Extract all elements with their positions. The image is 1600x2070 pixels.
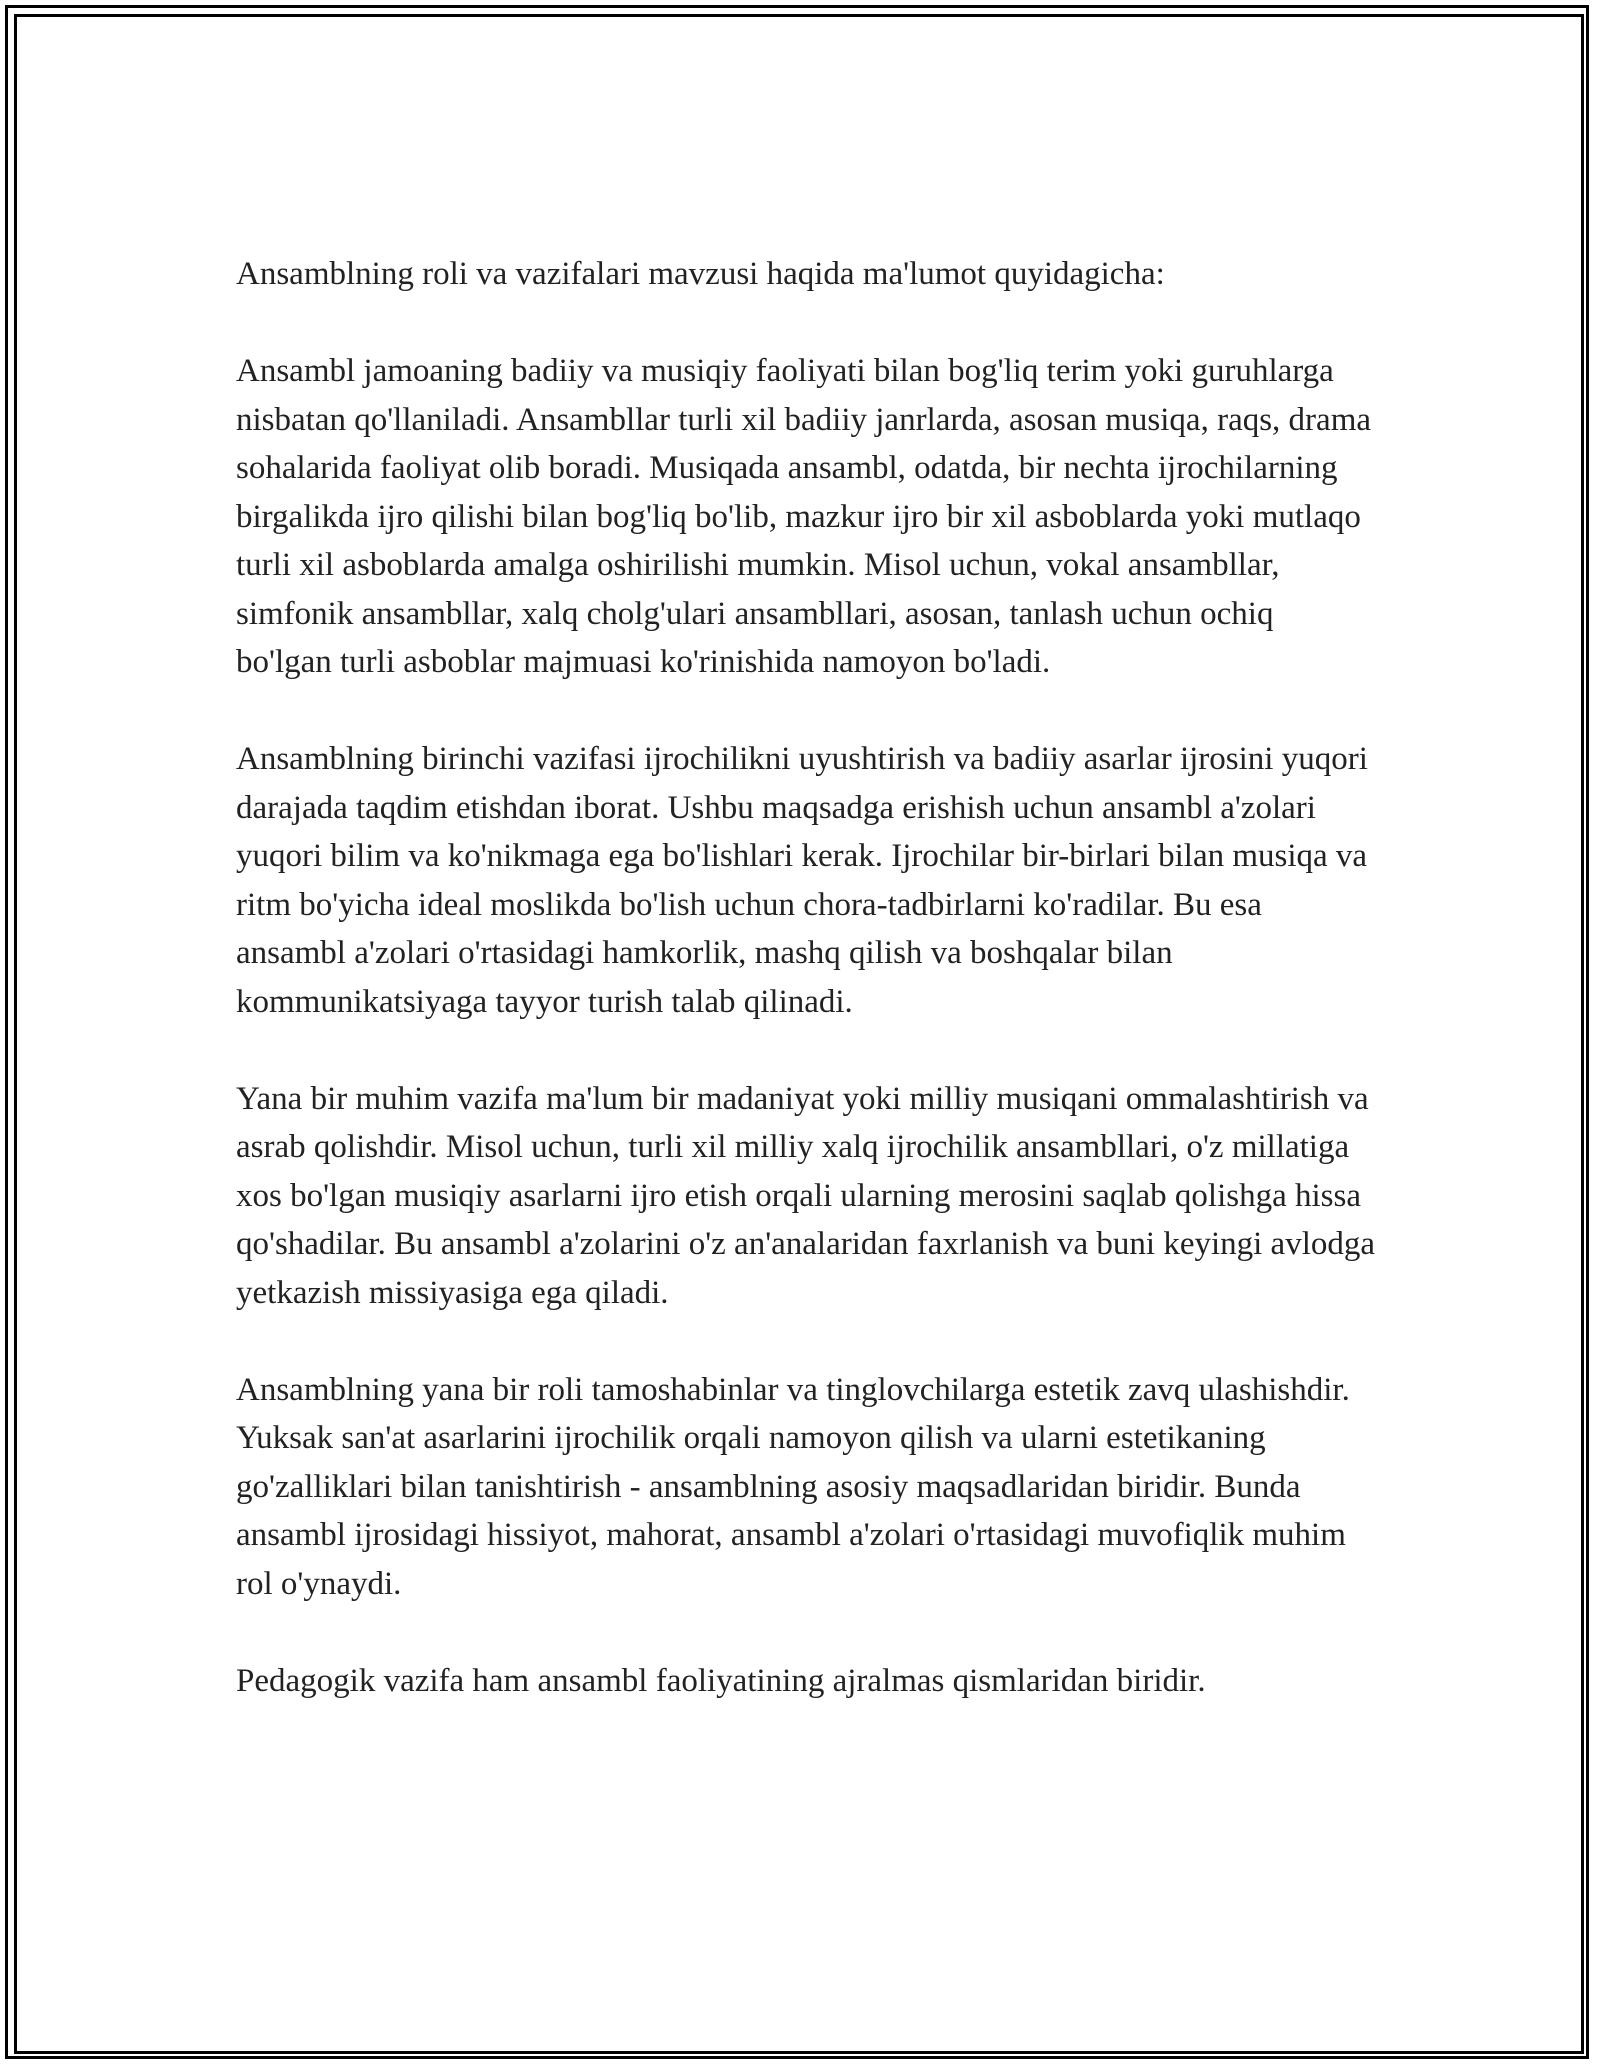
paragraph-pedagogical-task: Pedagogik vazifa ham ansambl faoliyatining ajralmas qismlaridan biridir. [236, 1662, 1206, 1699]
paragraph-first-task: Ansamblning birinchi vazifasi ijrochilikni uyushtirish va badiiy asarlar ijrosini yuqori darajada taqdim etishdan iborat. Ushbu maqsadga erishish uchun ansambl a'zolari yuqori bilim va ko'nikmaga ega bo'lishlari kerak. Ijrochilar bir-birlari bilan musiqa va ritm bo'yicha ideal moslikda bo'lish uchun chora-tadbirlarni ko'radilar. Bu esa ansambl a'zolari o'rtasidagi hamkorlik, mashq qilish va boshqalar bilan kommunikatsiyaga tayyor turish talab qilinadi. [236, 741, 1368, 1020]
paragraph-aesthetic-role: Ansamblning yana bir roli tamoshabinlar va tinglovchilarga estetik zavq ulashishdir. Yuksak san'at asarlarini ijrochilik orqali namoyon qilish va ularni estetikaning go'zalliklari bilan tanishtirish - ansamblning asosiy maqsadlaridan biridir. Bunda ansambl ijrosidagi hissiyot, mahorat, ansambl a'zolari o'rtasidagi muvofiqlik muhim rol o'ynaydi. [236, 1371, 1350, 1602]
paragraph-intro: Ansamblning roli va vazifalari mavzusi haqida ma'lumot quyidagicha: [236, 256, 1165, 292]
document-body [236, 250, 1376, 1754]
paragraph-ensemble-definition: Ansambl jamoaning badiiy va musiqiy faoliyati bilan bog'liq terim yoki guruhlarga nisbatan qo'llaniladi. Ansambllar turli xil badiiy janrlarda, asosan musiqa, raqs, drama sohalarida faoliyat olib boradi. Musiqada ansambl, odatda, bir nechta ijrochilarning birgalikda ijro qilishi bilan bog'liq bo'lib, mazkur ijro bir xil asboblarda yoki mutlaqo turli xil asboblarda amalga oshirilishi mumkin. Misol uchun, vokal ansambllar, simfonik ansambllar, xalq cholg'ulari ansambllari, asosan, tanlash uchun ochiq bo'lgan turli asboblar majmuasi ko'rinishida namoyon bo'ladi. [236, 353, 1372, 680]
paragraph-national-music: Yana bir muhim vazifa ma'lum bir madaniyat yoki milliy musiqani ommalashtirish va asrab qolishdir. Misol uchun, turli xil milliy xalq ijrochilik ansambllari, o'z millatiga xos bo'lgan musiqiy asarlarni ijro etish orqali ularning merosini saqlab qolishga hissa qo'shadilar. Bu ansambl a'zolarini o'z an'analaridan faxrlanish va buni keyingi avlodga yetkazish missiyasiga ega qiladi. [236, 1080, 1376, 1311]
